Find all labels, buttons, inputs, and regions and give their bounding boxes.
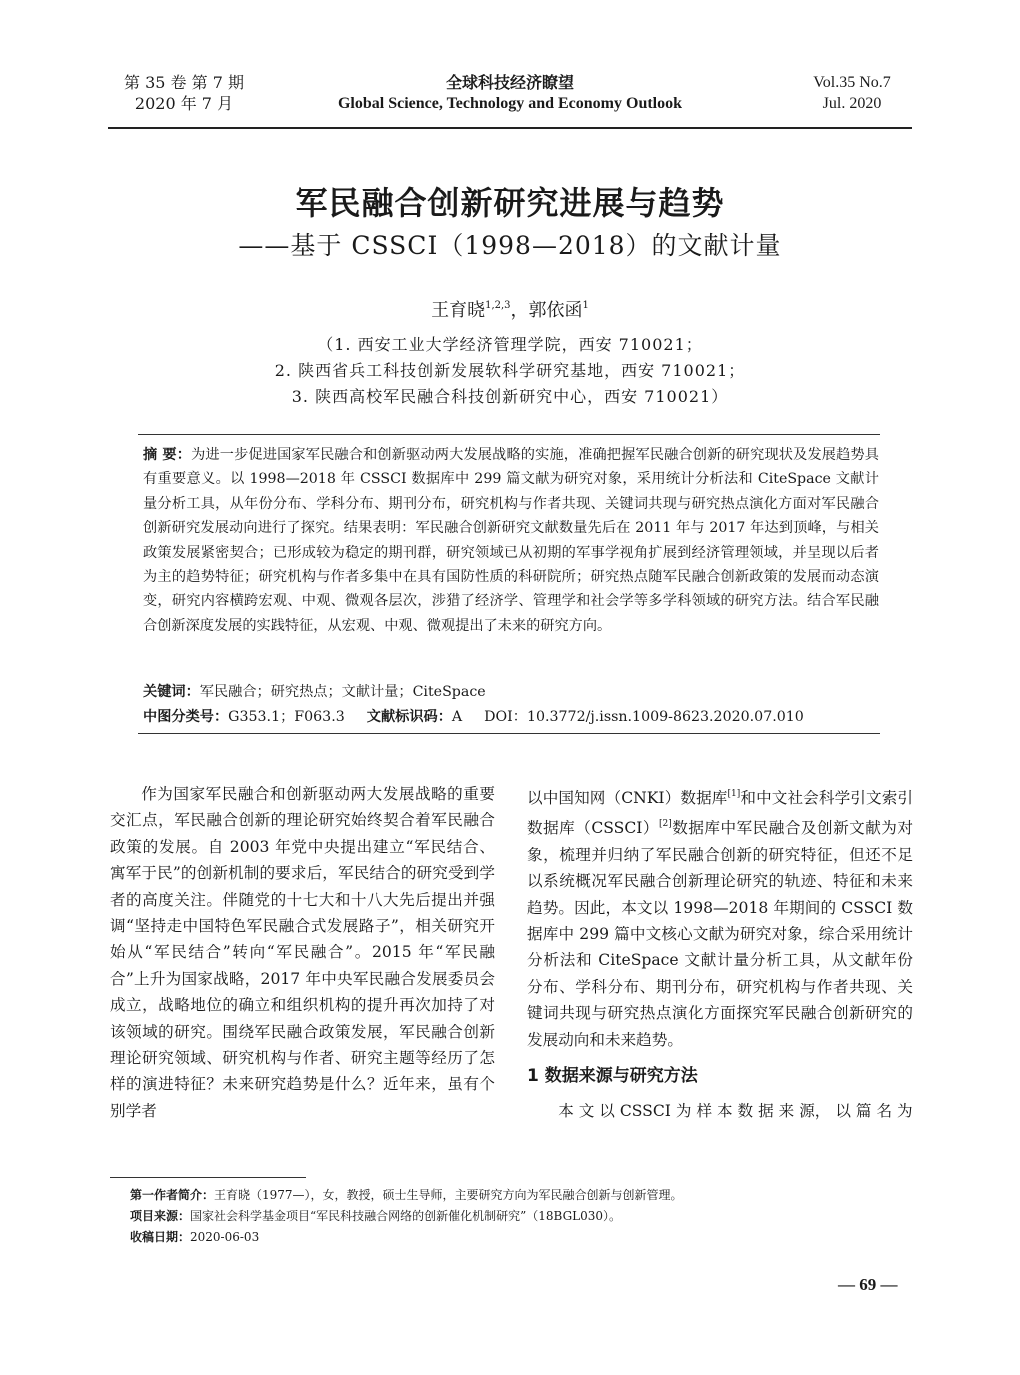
section-heading: 1 数据来源与研究方法 bbox=[527, 1066, 698, 1086]
author-line bbox=[0, 296, 1020, 322]
footnote-author-text: 王育晓（1977—），女，教授，硕士生导师，主要研究方向为军民融合创新与创新管理。 bbox=[214, 1188, 683, 1202]
footnote-date-text: 2020-06-03 bbox=[190, 1230, 260, 1244]
keywords-label: 关键词： bbox=[143, 684, 200, 700]
abstract-bottom-rule bbox=[138, 733, 880, 734]
date-cn: 2020 年 7 月 bbox=[134, 94, 234, 113]
section-paragraph: 本 文 以 CSSCI 为 样 本 数 据 来 源， 以 篇 名 为 bbox=[558, 1102, 913, 1120]
header-volume-cn bbox=[118, 72, 250, 114]
doc-code-label: 文献标识码： bbox=[366, 709, 452, 725]
header-volume-en bbox=[792, 72, 912, 114]
footnote-author bbox=[130, 1185, 683, 1205]
clc-value: G353.1；F063.3 bbox=[228, 709, 345, 725]
footnote-date-label: 收稿日期： bbox=[130, 1230, 191, 1244]
intro-paragraph-right bbox=[527, 781, 913, 1053]
header-rule bbox=[108, 127, 912, 129]
abstract bbox=[143, 443, 879, 638]
abstract-label: 摘 要： bbox=[143, 447, 192, 463]
vol-issue-cn: 第 35 卷 第 7 期 bbox=[124, 73, 244, 92]
author-affil-mark: 1,2,3 bbox=[485, 300, 511, 311]
citation-ref: [2] bbox=[659, 819, 672, 830]
footnote-project-label: 项目来源： bbox=[130, 1209, 191, 1223]
clc-label: 中图分类号： bbox=[143, 709, 229, 725]
footnote-project bbox=[130, 1206, 621, 1226]
journal-name-en: Global Science, Technology and Economy Outlook bbox=[337, 95, 683, 112]
doc-code-value: A bbox=[451, 709, 463, 725]
page-number: — 69 — bbox=[838, 1275, 898, 1294]
keywords bbox=[143, 681, 879, 701]
author-separator: ， bbox=[510, 300, 529, 321]
intro-paragraph-left: 作为国家军民融合和创新驱动两大发展战略的重要交汇点，军民融合创新的理论研究始终契合着军民融合政策的发展。自 2003 年党中央提出建立“军民结合、寓军于民”的创新机制的要求后，军民结合的研究受到学者的高度关注。伴随党的十七大和十八大先后提出并强调“坚持走中国特色军民融合式发展路子”，相关研究开始从“军民结合”转向“军民融合”。2015 年“军民融合”上升为国家战略，2017 年中央军民融合发展委员会成立，战略地位的确立和组织机构的提升再次加持了对该领域的研究。围绕军民融合政策发展，军民融合创新理论研究领域、研究机构与作者、研究主题等经历了怎样的演进特征？未来研究趋势是什么？近年来，虽有个别学者 bbox=[110, 785, 495, 1120]
paper-title: 军民融合创新研究进展与趋势 bbox=[295, 184, 725, 222]
footnote-project-text: 国家社会科学基金项目“军民科技融合网络的创新催化机制研究”（18BGL030）。 bbox=[190, 1209, 622, 1223]
author-name: 郭依函 bbox=[528, 300, 583, 321]
affiliation-2: 2. 陕西省兵工科技创新发展软科学研究基地，西安 710021； bbox=[274, 361, 746, 380]
keywords-text: 军民融合；研究热点；文献计量；CiteSpace bbox=[199, 684, 486, 700]
header-journal bbox=[300, 72, 720, 114]
vol-issue-en: Vol.35 No.7 bbox=[813, 74, 891, 91]
journal-name-cn: 全球科技经济瞭望 bbox=[445, 73, 574, 92]
affiliation-3: 3. 陕西高校军民融合科技创新研究中心，西安 710021） bbox=[291, 387, 729, 406]
body-text: 数据库中军民融合及创新文献为对象，梳理并归纳了军民融合创新的研究特征，但还不足以系统概况军民融合创新理论研究的轨迹、特征和未来趋势。因此，本文以 1998—2018 年期间的 CSSCI 数据库中 299 篇中文核心文献为研究对象，综合采用统计分析法和 CiteSpace 文献计量分析工具，从文献年份分布、学科分布、期刊分布，研究机构与作者共现、关键词共现与研究热点演化方面探究军民融合创新研究的发展动向和未来趋势。 bbox=[527, 819, 913, 1049]
footnote-author-label: 第一作者简介： bbox=[130, 1188, 215, 1202]
paper-subtitle: ——基于 CSSCI（1998—2018）的文献计量 bbox=[238, 231, 782, 260]
doi: DOI：10.3772/j.issn.1009-8623.2020.07.010 bbox=[484, 709, 804, 725]
footnote-rule bbox=[110, 1177, 306, 1178]
date-en: Jul. 2020 bbox=[822, 95, 882, 112]
author-name: 王育晓 bbox=[431, 300, 486, 321]
abstract-top-rule bbox=[138, 434, 880, 435]
body-text: 以中国知网（CNKI）数据库 bbox=[527, 789, 728, 807]
footnote-date bbox=[130, 1227, 259, 1247]
classification-line bbox=[143, 706, 879, 726]
body-text: 和中文社会科学引文索引数据库（CSSCI） bbox=[527, 789, 913, 838]
abstract-text: 为进一步促进国家军民融合和创新驱动两大发展战略的实施，准确把握军民融合创新的研究现状及发展趋势具有重要意义。以 1998—2018 年 CSSCI 数据库中 299 篇文献为研究对象，采用统计分析法和 CiteSpace 文献计量分析工具，从年份分布、学科分布、期刊分布，研究机构与作者共现、关键词共现与研究热点演化方面对军民融合创新研究发展动向进行了探究。结果表明：军民融合创新研究文献数量先后在 2011 年与 2017 年达到顶峰，与相关政策发展紧密契合；已形成较为稳定的期刊群，研究领域已从初期的军事学视角扩展到经济管理领域，并呈现以后者为主的趋势特征；研究机构与作者多集中在具有国防性质的科研院所；研究热点随军民融合创新政策的发展而动态演变，研究内容横跨宏观、中观、微观各层次，涉猎了经济学、管理学和社会学等多学科领域的研究方法。结合军民融合创新深度发展的实践特征，从宏观、中观、微观提出了未来的研究方向。 bbox=[143, 447, 879, 634]
author-affil-mark: 1 bbox=[582, 300, 589, 311]
citation-ref: [1] bbox=[727, 789, 741, 799]
affiliation-1: （1. 西安工业大学经济管理学院，西安 710021； bbox=[317, 335, 703, 354]
